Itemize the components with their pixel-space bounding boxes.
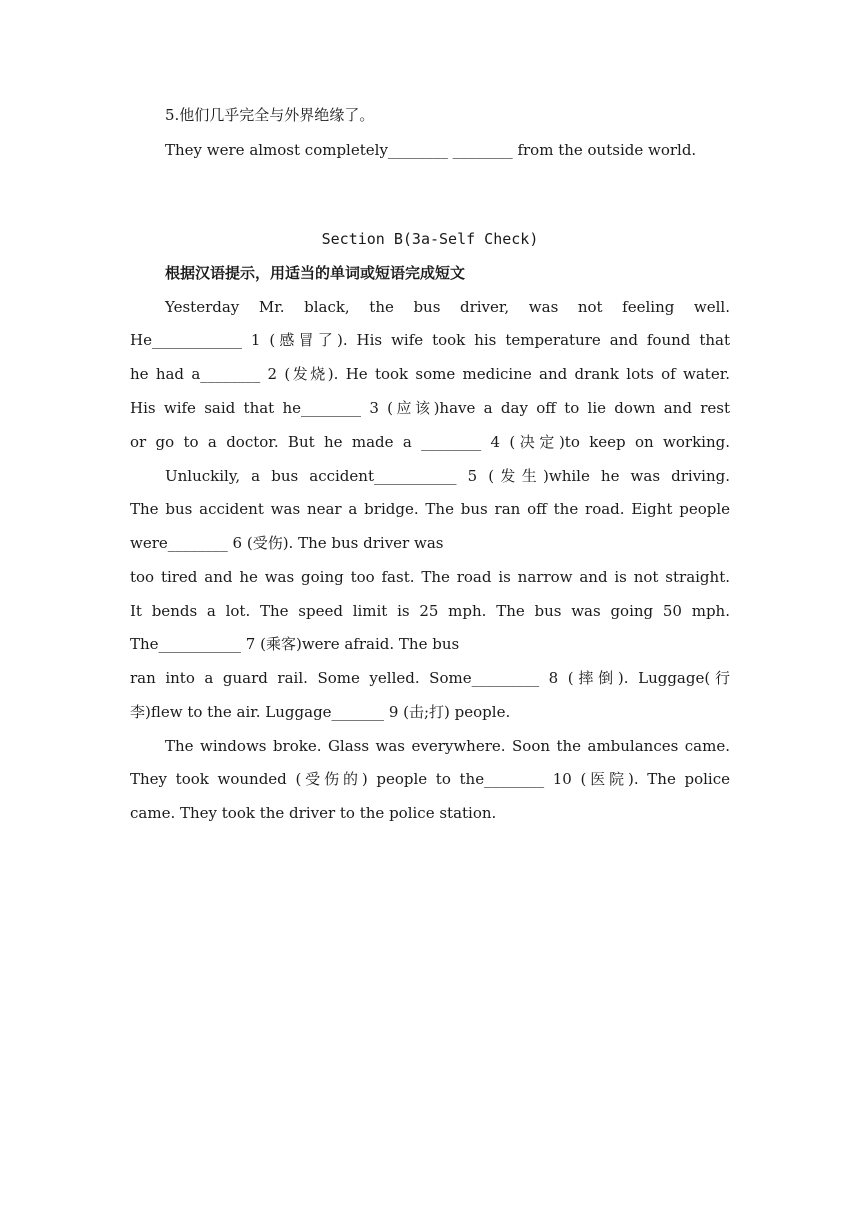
passage-line: 李)flew to the air. Luggage_______ 9 (击;打) people.: [130, 703, 511, 721]
passage-line: were________ 6 (受伤). The bus driver was: [130, 534, 444, 552]
passage-line: Yesterday Mr. black, the bus driver, was not feeling well.: [165, 298, 730, 316]
passage-line: The bus accident was near a bridge. The bus ran off the road. Eight people: [130, 500, 730, 518]
passage-line: It bends a lot. The speed limit is 25 mph. The bus was going 50 mph.: [130, 602, 730, 620]
passage-line: ran into a guard rail. Some yelled. Some_________ 8 (摔倒). Luggage(行: [130, 669, 730, 687]
question-5-chinese: 5.他们几乎完全与外界绝缘了。: [165, 106, 375, 124]
passage-line: His wife said that he________ 3 (应该)have a day off to lie down and rest: [130, 399, 730, 417]
question-5-english: They were almost completely________ ________ from the outside world.: [165, 141, 697, 159]
passage-line: They took wounded (受伤的) people to the________ 10 (医院). The police: [130, 770, 730, 788]
passage-line: The___________ 7 (乘客)were afraid. The bus: [130, 635, 460, 653]
section-title: Section B(3a-Self Check): [321, 230, 539, 248]
passage-line: he had a________ 2 (发烧). He took some medicine and drank lots of water.: [130, 365, 730, 383]
passage-line: The windows broke. Glass was everywhere. Soon the ambulances came.: [165, 737, 730, 755]
passage-line: too tired and he was going too fast. The road is narrow and is not straight.: [130, 568, 730, 586]
passage-line: or go to a doctor. But he made a ________ 4 (决定)to keep on working.: [130, 433, 730, 451]
passage-line: Unluckily, a bus accident___________ 5 (发生)while he was driving.: [165, 467, 730, 485]
passage-line: came. They took the driver to the police station.: [130, 804, 497, 822]
section-instruction: 根据汉语提示，用适当的单词或短语完成短文: [165, 264, 466, 282]
passage-line: He____________ 1 (感冒了). His wife took his temperature and found that: [130, 331, 730, 349]
